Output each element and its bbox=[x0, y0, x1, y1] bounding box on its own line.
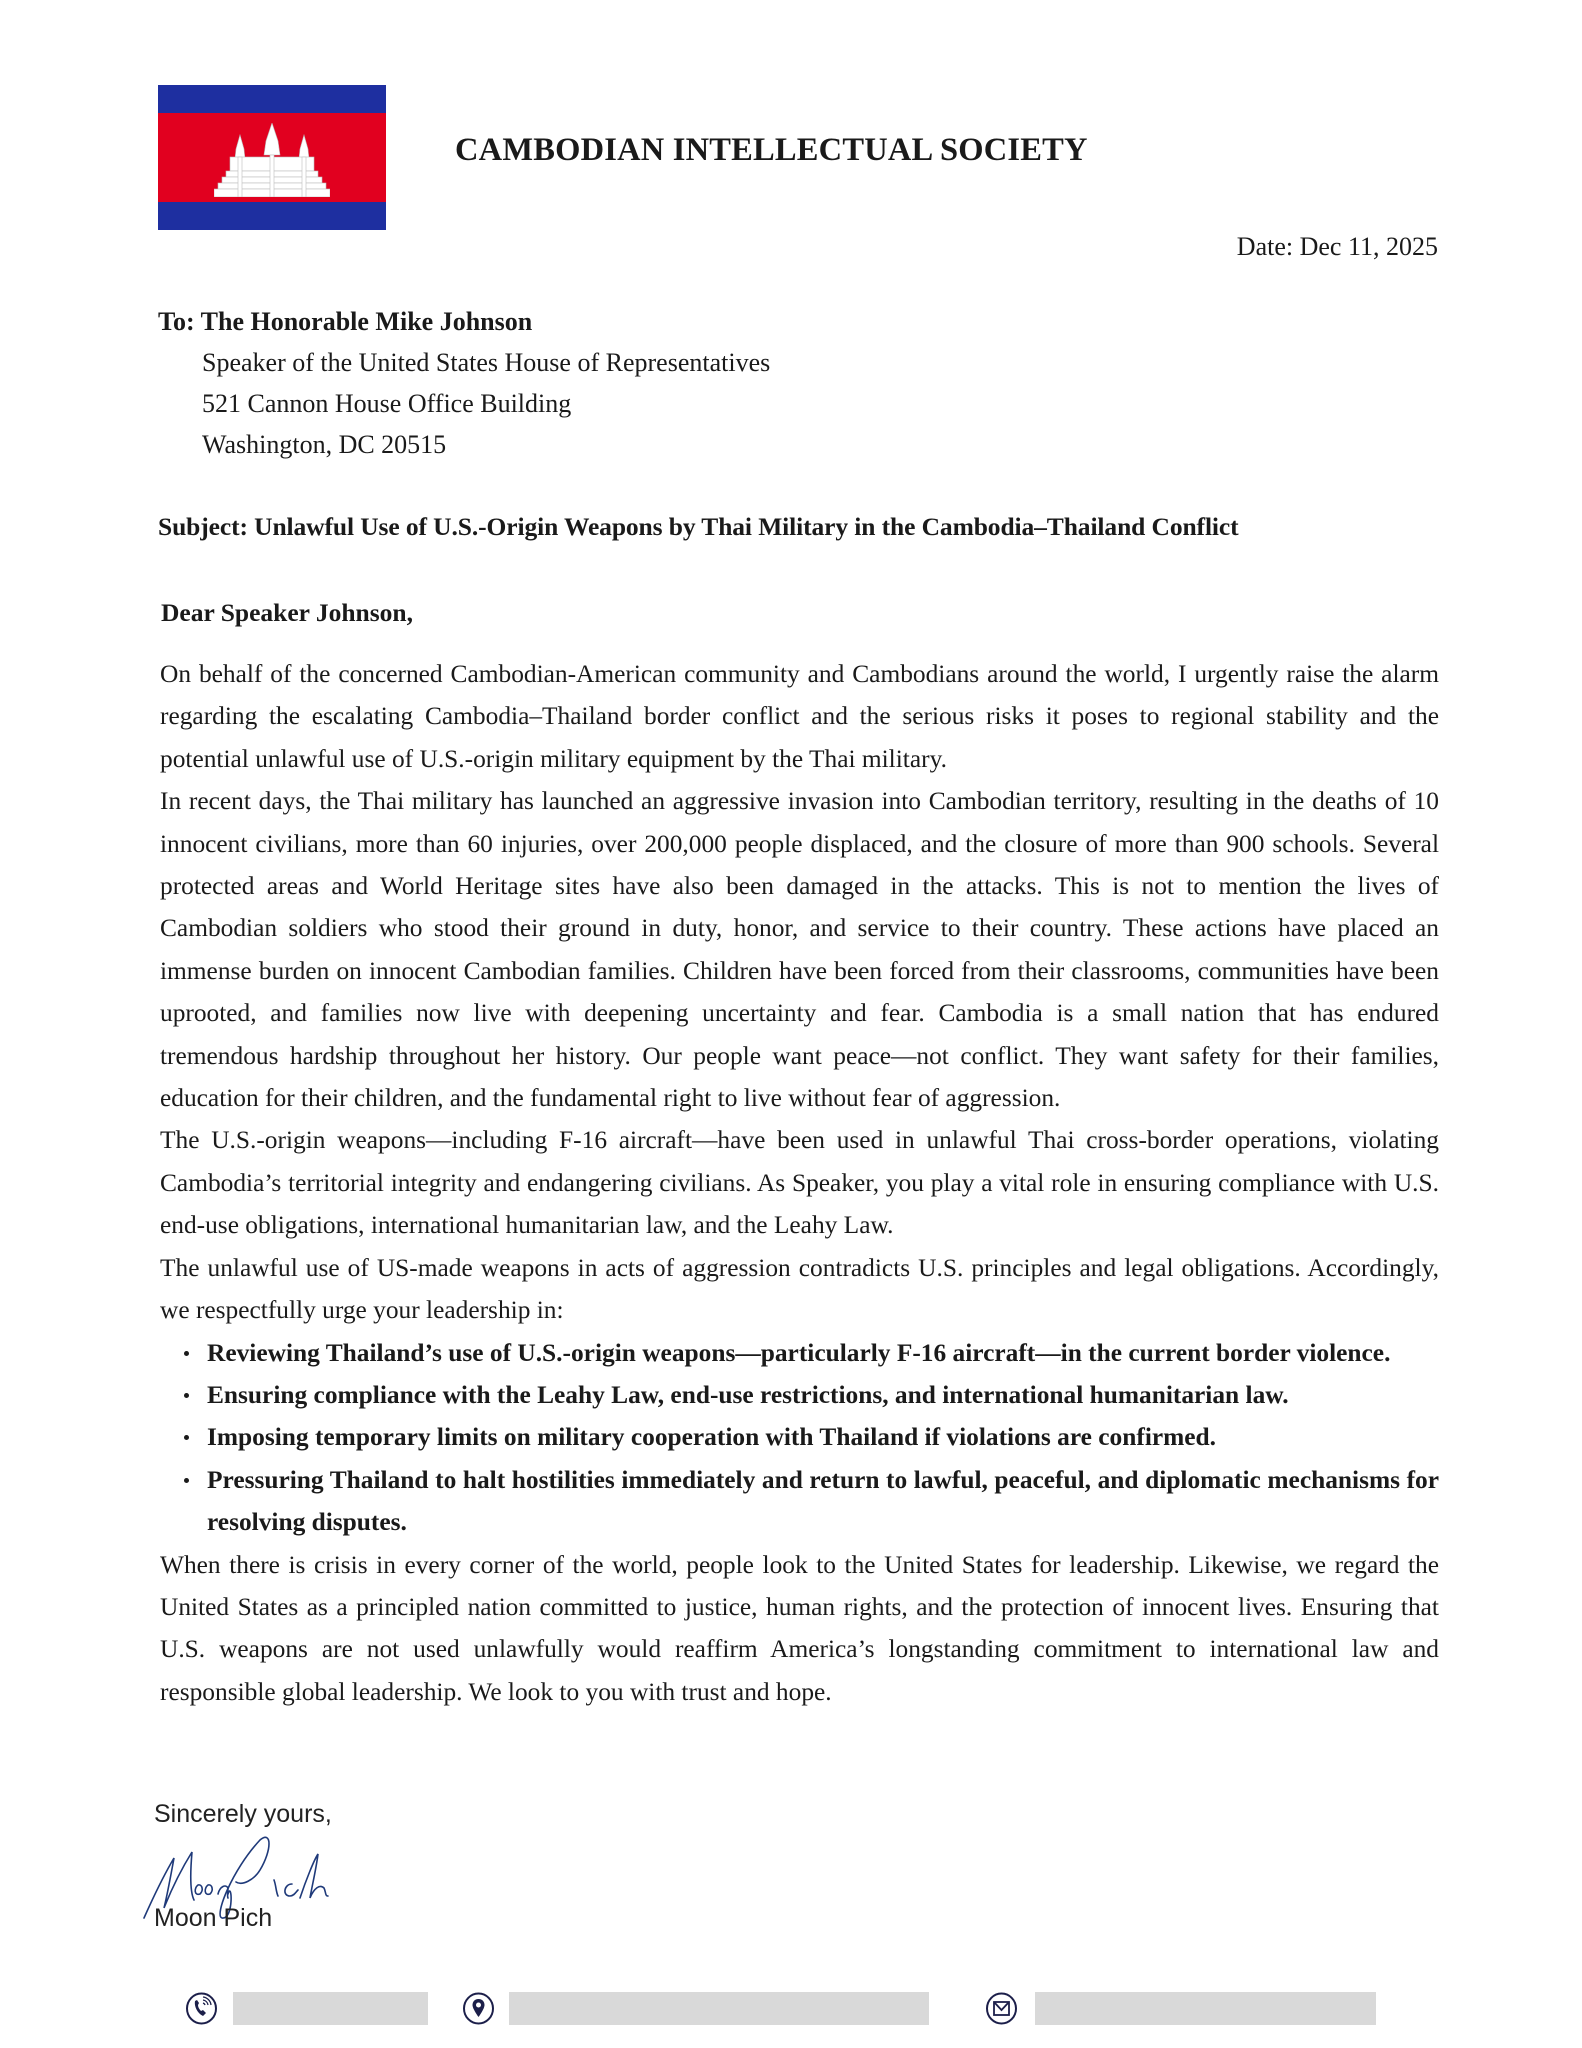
request-item: Imposing temporary limits on military cooperation with Thailand if violations are confirmed. bbox=[207, 1416, 1439, 1458]
phone-number-redacted bbox=[233, 1992, 428, 2025]
salutation: Dear Speaker Johnson, bbox=[161, 598, 413, 627]
recipient-address-line2: Washington, DC 20515 bbox=[202, 430, 447, 459]
organization-name: CAMBODIAN INTELLECTUAL SOCIETY bbox=[455, 132, 1088, 168]
paragraph: The U.S.-origin weapons—including F-16 aircraft—have been used in unlawful Thai cross-border operations, violating Cambodia’s territorial integrity and endangering civilians. As Speaker, you play a vital role in ensuring compliance with U.S. end-use obligations, international humanitarian law, and the Leahy Law. bbox=[160, 1126, 1439, 1240]
location-pin-icon bbox=[462, 1992, 495, 2025]
email-redacted bbox=[1035, 1992, 1376, 2025]
paragraph: On behalf of the concerned Cambodian-American community and Cambodians around the world, I urgently raise the alarm regarding the escalating Cambodia–Thailand border conflict and the serious risks it poses to regional stability and the potential unlawful use of U.S.-origin military equipment by the Thai military. bbox=[160, 660, 1439, 773]
closing-paragraph: When there is crisis in every corner of the world, people look to the United States for leadership. Likewise, we regard the United States as a principled nation committed to justice, human rights, and the protection of innocent lives. Ensuring that U.S. weapons are not used unlawfully would reaffirm America’s longstanding commitment to international law and responsible global leadership. We look to you with trust and hope. bbox=[160, 1550, 1439, 1706]
recipient-name: To: The Honorable Mike Johnson bbox=[158, 307, 533, 336]
recipient-title: Speaker of the United States House of Representatives bbox=[202, 348, 771, 377]
recipient-address-line1: 521 Cannon House Office Building bbox=[202, 389, 572, 418]
request-item: Ensuring compliance with the Leahy Law, end-use restrictions, and international humanitarian law. bbox=[207, 1374, 1439, 1416]
recipient-block bbox=[158, 301, 770, 465]
paragraph: In recent days, the Thai military has launched an aggressive invasion into Cambodian territory, resulting in the deaths of 10 innocent civilians, more than 60 injuries, over 200,000 people displaced, and the closure of more than 900 schools. Several protected areas and World Heritage sites have also been damaged in the attacks. This is not to mention the lives of Cambodian soldiers who stood their ground in duty, honor, and service to their country. These actions have placed an immense burden on innocent Cambodian families. Children have been forced from their classrooms, communities have been uprooted, and families now live with deepening uncertainty and fear. Cambodia is a small nation that has endured tremendous hardship throughout her history. Our people want peace—not conflict. They want safety for their families, education for their children, and the fundamental right to live without fear of aggression. bbox=[160, 787, 1439, 1113]
angkor-wat-emblem-icon bbox=[214, 123, 330, 197]
cambodia-flag-icon bbox=[158, 85, 386, 230]
signer-name: Moon Pich bbox=[154, 1904, 273, 1932]
subject-line: Subject: Unlawful Use of U.S.-Origin Weapons by Thai Military in the Cambodia–Thailand Conflict bbox=[158, 512, 1239, 541]
phone-icon bbox=[185, 1992, 218, 2025]
address-redacted bbox=[509, 1992, 929, 2025]
requests-list bbox=[160, 1332, 1439, 1544]
letter-body bbox=[160, 653, 1439, 1713]
request-item: Pressuring Thailand to halt hostilities immediately and return to lawful, peaceful, and diplomatic mechanisms for resolving disputes. bbox=[207, 1459, 1439, 1544]
closing-phrase: Sincerely yours, bbox=[154, 1800, 332, 1828]
mail-icon bbox=[985, 1992, 1018, 2025]
request-item: Reviewing Thailand’s use of U.S.-origin weapons—particularly F-16 aircraft—in the current border violence. bbox=[207, 1332, 1439, 1374]
paragraph: The unlawful use of US-made weapons in acts of aggression contradicts U.S. principles and legal obligations. Accordingly, we respectfully urge your leadership in: bbox=[160, 1253, 1439, 1325]
letter-date: Date: Dec 11, 2025 bbox=[1236, 232, 1438, 261]
